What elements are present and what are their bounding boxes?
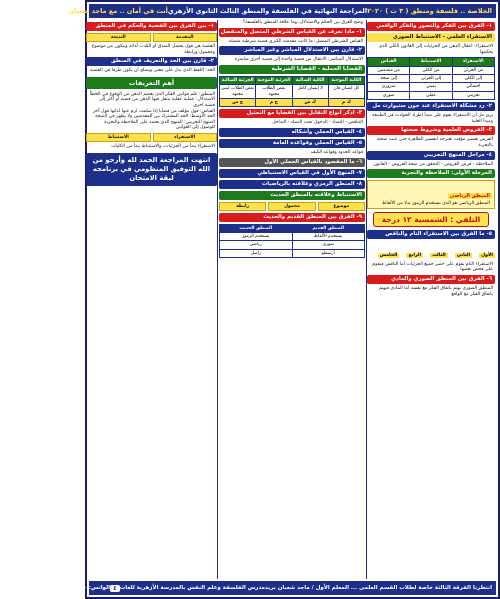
- table-row: [220, 99, 365, 107]
- paragraph: الاستقراء: انتقال الذهن من الجزئيات إلى القانون الكلي الذي يحكمها: [378, 44, 493, 55]
- table-cell: صوري: [368, 91, 410, 99]
- section-heading: المرحلة الأولى: الملاحظة والتجربة: [367, 169, 495, 178]
- section-heading: ١- بين الفرق بين القضية والحكم في المنطق: [86, 22, 217, 31]
- tag: محمول: [268, 202, 315, 211]
- table-cell: لا إنسان كامل: [292, 85, 328, 99]
- side-tag: الثالث: [432, 252, 446, 258]
- paragraph: القياس الشرطي المتصل: ما كانت مقدمته الكبرى قضية شرطية متصلة: [228, 38, 363, 44]
- highlight-label: المنطق الرياضي: [449, 193, 490, 200]
- section-heading: ٨- المنطق الرمزي وعلاقته بالرياضيات: [219, 180, 365, 189]
- section-heading: ٧- المنهج الأول في القياس الاستنباطي: [219, 169, 365, 178]
- tag: المقدمة: [153, 33, 218, 42]
- table-cell: راسل: [220, 249, 293, 257]
- table-row: [220, 233, 365, 241]
- definition-item: المنهج التجريبي: المنهج الذي يعتمد على الملاحظة والتجربة للوصول إلى القوانين: [104, 119, 215, 131]
- definition-item: المنطق: علم قوانين الفكر الذي يعصم الذهن من الوقوع في الخطأ: [89, 91, 215, 97]
- tag-row: [219, 202, 365, 211]
- paragraph: الملاحظة - فرض الفروض - التحقق من صحة الفروض - القانون: [373, 161, 493, 167]
- table-header: الاستنباط: [410, 58, 452, 66]
- section-heading: القضايا الحملية - القضايا الشرطية: [219, 65, 365, 74]
- table-cell: بعض الطلاب ليس مجتهد: [221, 86, 254, 97]
- paragraph: وضح الفرق بين الحكم والاستدلال، وما علاقة المنطق بالفلسفة؟: [242, 20, 363, 25]
- definition-item: الاستدلال: عملية عقلية ينتقل فيها الذهن من قضية أو أكثر إلى قضية أخرى: [98, 97, 215, 108]
- section-heading: ٦- الفرق بين المنطق الصوري والمادي: [367, 275, 495, 284]
- table-row: [368, 91, 495, 99]
- column-right: [367, 20, 495, 579]
- section-heading: ٢- رد مشكلة الاستقراء عند جون ستيوارت مل: [367, 102, 495, 111]
- tag: الاستنباط: [86, 133, 151, 142]
- table-header: الجزئية الموجبة: [257, 77, 291, 83]
- table-row: [368, 66, 495, 74]
- table-cell: بعض الطلاب مجتهد: [256, 85, 292, 99]
- table-header: الكلية الموجبة: [328, 76, 364, 84]
- section-heading: ٥- القياس الحملي وقواعده العامة: [219, 139, 365, 148]
- definition-item: الحد الأوسط: الحد المشترك بين المقدمتين ولا يظهر في النتيجة: [94, 114, 215, 120]
- tag: موضوع: [318, 202, 365, 211]
- paragraph: المنطق الصوري يهتم باتفاق الفكر مع نفسه أما المادي فيهتم باتفاق الفكر مع الواقع: [378, 285, 493, 297]
- paragraph: التناقض - التضاد - الدخول تحت التضاد - التداخل: [272, 120, 363, 126]
- table-header: القياس: [368, 58, 410, 66]
- table-cell: ضروري: [368, 83, 410, 91]
- table-cell: يستخدم الرموز: [220, 233, 293, 241]
- table-header: المنطق الحديث: [220, 224, 293, 232]
- table-cell: صوري: [292, 241, 365, 249]
- section-heading: ٥- ما الفرق بين الاستقراء التام والناقص: [367, 230, 495, 239]
- table-cell: رياضي: [220, 241, 293, 249]
- section-heading: ١- الفرق بين الفكر والتصور والفكر الواقعي: [367, 22, 495, 31]
- footer-right-text: انتظرنا الفرقة الثالثة خاصة لطلاب القسم العلمى ... المعلم الأول / ماجد شعبان بريد: [265, 585, 492, 591]
- tag: رابطة: [219, 202, 266, 211]
- definitions-heading: أهم التعريفات: [86, 77, 217, 89]
- definition-item: القياس: قول مؤلف من قضايا إذا سلمت لزم عنها لذاتها قول آخر: [92, 108, 215, 114]
- side-tag: الثاني: [456, 252, 471, 258]
- table-cell: من الجزئي: [452, 66, 494, 74]
- tag: النتيجة: [86, 33, 151, 42]
- table-row: [368, 83, 495, 91]
- section-heading: ١- ماذا تعرف عن القياس الشرطي المتصل والمنفصل: [219, 28, 365, 37]
- side-tag: الرابع: [408, 252, 422, 258]
- column-middle: [219, 20, 365, 579]
- tag-row: [86, 33, 217, 42]
- table-cell: عقلي: [410, 91, 452, 99]
- paragraph: المنطق الرياضي هو الذي يستخدم الرموز بدلا من الألفاظ: [382, 201, 490, 207]
- table-cell: ج م: [256, 99, 292, 107]
- section-heading: ٦- ما المقصود بالقياس الحملي الأول: [219, 158, 365, 167]
- column-divider: [217, 20, 218, 579]
- paragraph: الفرض تفسير مؤقت تقترحه لتفسير الظاهرة حتى تثبت صحته بالتجربة: [376, 137, 493, 148]
- paragraph: قواعد الحدود وقواعد الكيف: [310, 150, 363, 155]
- paragraph: الاستدلال المباشر: الانتقال من قضية واحدة إلى قضية أخرى مباشرة: [234, 57, 363, 63]
- section-heading: ٩- الفرق بين المنطق القديم والحديث: [219, 213, 365, 222]
- side-tag: الأول: [481, 252, 493, 258]
- closing-message: انتهت المراجعة الحمد لله وأرجو من الله التوفيق المنظومي في برنامجه لبقة الامتحان: [86, 153, 217, 186]
- section-subheading: الاستقراء العلمي - الاستنباط الصوري: [367, 33, 495, 42]
- section-heading: ٤- مراحل المنهج التجريبي: [367, 151, 495, 160]
- table-cell: ك م: [328, 99, 364, 107]
- table-header: الاستقراء: [452, 58, 494, 66]
- logic-comparison-table: [219, 224, 365, 259]
- column-left: [86, 20, 217, 579]
- footer-center-text: مدرس الفلسفة وعلم النفس بالمدرسة الأزهرية للغات: [119, 585, 266, 591]
- tag-list: [367, 241, 495, 260]
- table-cell: احتمالي: [452, 83, 494, 91]
- table-cell: ك س: [292, 99, 328, 107]
- section-heading: ٢- قارن بين الحد والتعريف في المنطق: [86, 57, 217, 66]
- table-cell: إلى نتيجة: [368, 75, 410, 83]
- propositions-table: [219, 76, 365, 108]
- table-cell: ج س: [220, 99, 256, 107]
- comparison-table: [367, 57, 495, 100]
- table-cell: أرسطو: [292, 249, 365, 257]
- side-tag: الخامس: [379, 252, 398, 258]
- table-cell: تجريبي: [452, 91, 494, 99]
- section-heading: ٤- القياس الحملي وأشكاله: [219, 128, 365, 137]
- table-cell: يقيني: [410, 83, 452, 91]
- header-title-left: أنت في أمان .. مع ماجد شعبان: [68, 7, 168, 15]
- table-row: [368, 75, 495, 83]
- page-number: ٤: [110, 585, 120, 592]
- tag-row: [86, 133, 217, 142]
- section-heading: الاستنباط وعلاقته بالمنطق الحديث: [219, 191, 365, 200]
- paragraph: الحد: اللفظ الذي يدل على معنى ويصلح أن يكون طرفا في القضية: [89, 68, 215, 74]
- table-cell: كل إنسان فان: [328, 85, 364, 99]
- table-cell: من مقدمتين: [368, 66, 410, 74]
- page-footer: [0, 581, 496, 595]
- table-header: المنطق القديم: [292, 224, 365, 232]
- table-cell: إلى الجزئي: [410, 75, 452, 83]
- table-row: [220, 241, 365, 249]
- page-header: [68, 4, 496, 18]
- footer-contact: الواتس: ٠١٠١٧٨٤٦٠٠٠٠ - ٠١٠٠٠٢٢٣٥٨٩٢: [0, 585, 111, 591]
- paragraph: يرى مل أن الاستقراء يقوم على مبدأ اطراد الحوادث في الطبيعة ومبدأ العلية: [372, 113, 493, 124]
- table-cell: من الكلي: [410, 66, 452, 74]
- table-header: الكلية السالبة: [292, 76, 328, 84]
- section-heading: ٣- اذكر أنواع التقابل بين القضايا مع التمثيل: [219, 109, 365, 118]
- paragraph: الاستقراء يبدأ من الجزئيات، والاستنباط يبدأ من الكليات: [111, 143, 215, 149]
- table-row: [220, 85, 365, 99]
- table-header: الجزئية السالبة: [220, 76, 256, 84]
- paragraph: الاستقراء التام يقوم على حصر جميع الجزئيات أما الناقص فيقوم على فحص بعضها: [372, 261, 493, 273]
- section-heading: ٢- قارن بين الاستدلال المباشر وغير المباشر: [219, 46, 365, 55]
- table-row: [220, 249, 365, 257]
- paragraph: القضية هي قول يحتمل الصدق أو الكذب لذاته ويتكون من موضوع ومحمول ورابطة: [91, 44, 215, 55]
- highlight-box: [367, 180, 495, 209]
- table-cell: يستخدم الألفاظ: [292, 233, 365, 241]
- header-title-right: الخلاصة .. فلسفة ومنطق ( ٣ ث ) ٢٠٢٠: [367, 7, 492, 15]
- header-title-center: المراجعة النهائية في الفلسفة والمنطق الثالث الثانوي الأزهري: [167, 7, 368, 15]
- tag: الاستقراء: [153, 133, 218, 142]
- callout-box: التلفي : الشمسية ١٢ درجة: [373, 212, 489, 227]
- section-heading: ٣- الفروض العلمية وشروط صحتها: [367, 126, 495, 135]
- table-cell: إلى الكلي: [452, 75, 494, 83]
